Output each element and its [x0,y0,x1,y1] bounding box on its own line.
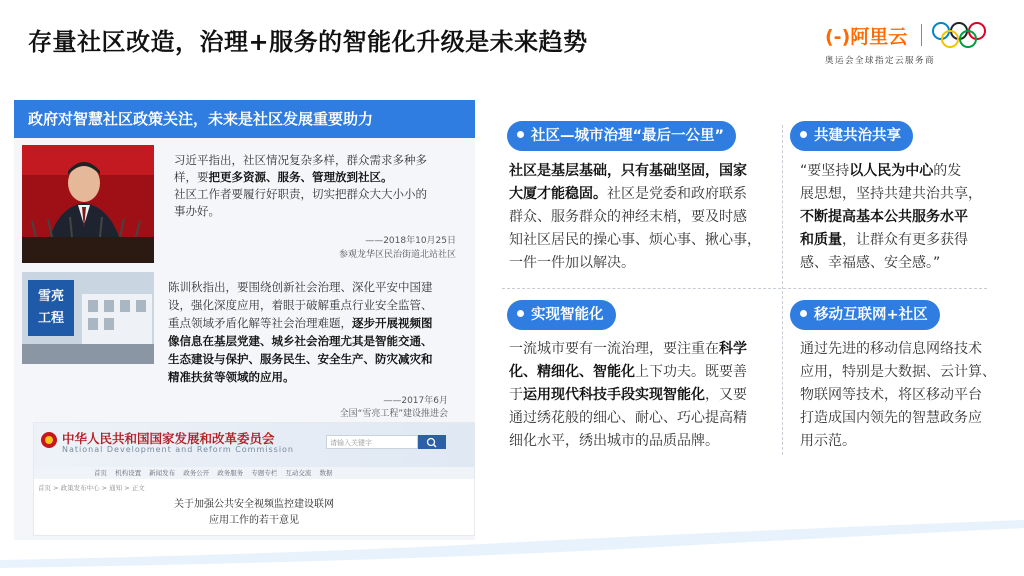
aliyun-logo: (-)阿里云 [825,26,908,48]
ndrc-name-en: National Development and Reform Commission [62,445,294,454]
pill-mobile-internet: 移动互联网+社区 [790,300,940,330]
quote1-source-date: ——2018年10月25日 [365,236,456,246]
xueliang-sign-text: 雪亮 工程 [37,289,64,326]
ndrc-search-input[interactable]: 请输入关键字 [326,435,418,449]
pill-intelligentization: 实现智能化 [507,300,616,330]
bullet-dot-icon [800,131,807,138]
pill-community-governance: 社区—城市治理“最后一公里” [507,121,736,151]
ndrc-breadcrumb: 首页 > 政策发布中心 > 通知 > 正文 [38,484,145,492]
policy-panel-header: 政府对智慧社区政策关注，未来是社区发展重要助力 [14,100,475,138]
bullet-dot-icon [517,310,524,317]
ndrc-article-title: 关于加强公共安全视频监控建设联网 应用工作的若干意见 [174,499,334,526]
ndrc-name: 中华人民共和国国家发展和改革委员会 [62,431,275,446]
decorative-wave [0,520,1024,576]
quote1-source-place: 参观龙华区民治街道北站社区 [338,250,456,260]
national-emblem-icon [40,431,58,449]
bullet-dot-icon [517,131,524,138]
olympic-rings-icon [929,20,999,50]
section-mobile-internet-text: 通过先进的移动信息网络技术 应用，特别是大数据、云计算、 物联网等技术，将区移动平台 打造成国内领先的智慧政务应 用示范。 [800,341,996,449]
section-divider-vertical [782,125,783,455]
section-intelligentization-text: 一流城市要有一流治理，要注重在科学 化、精细化、智能化上下功夫。既要善 于运用现代科技手段实现智能化，又要 通过绣花般的细心、耐心、巧心提高精 细化水平，绣出城市的品质品牌。 [509,341,747,449]
bullet-dot-icon [800,310,807,317]
search-icon [418,436,446,450]
ndrc-website-screenshot [33,422,475,536]
ndrc-search-button[interactable] [418,435,446,449]
brand-tagline: 奥运会全球指定云服务商 [825,56,936,66]
brand-logo [825,20,1000,68]
speaker-illustration [22,145,154,263]
section-co-governance-text: “要坚持以人民为中心的发 展思想，坚持共建共治共享， 不断提高基本公共服务水平 和质量，让群众有更多获得 感、幸福感、安全感。” [800,163,982,271]
ndrc-nav-bar: 首页 机构设置 新闻发布 政务公开 政务服务 专题专栏 互动交流 数据 [34,467,474,479]
brand-divider [921,24,922,46]
section-divider-horizontal [502,288,987,289]
policy-panel [14,100,475,540]
xi-quote: 习近平指出，社区情况复杂多样，群众需求多种多 样，要把更多资源、服务、管理放到社区。 社区工作者要履行好职责，切实把群众大大小小的 事办好。 [174,153,427,218]
chen-quote: 陈训秋指出，要围绕创新社会治理、深化平安中国建 设，强化深度应用，着眼于破解重点行业安全监管、 重点领域矛盾化解等社会治理难题，逐步开展视频图 像信息在基层党建、城乡社会治理尤其是智能交通、 生态建设与保护、服务民生、安全生产、防灾减灾和 精准扶贫等领域的应用。 [168,280,433,384]
pill-co-governance: 共建共治共享 [790,121,913,151]
section-community-governance-text: 社区是基层基础，只有基础坚固，国家 大厦才能稳固。社区是党委和政府联系 群众、服务群众的神经末梢，要及时感 知社区居民的操心事、烦心事、揪心事， 一件一件加以解决。 [509,163,761,271]
page-title: 存量社区改造，治理+服务的智能化升级是未来趋势 [28,28,588,56]
quote2-source-place: 全国“雪亮工程”建设推进会 [339,409,448,419]
quote2-source-date: ——2017年6月 [383,396,448,406]
speaker-photo [22,145,154,263]
xueliang-sign-photo [22,272,154,364]
